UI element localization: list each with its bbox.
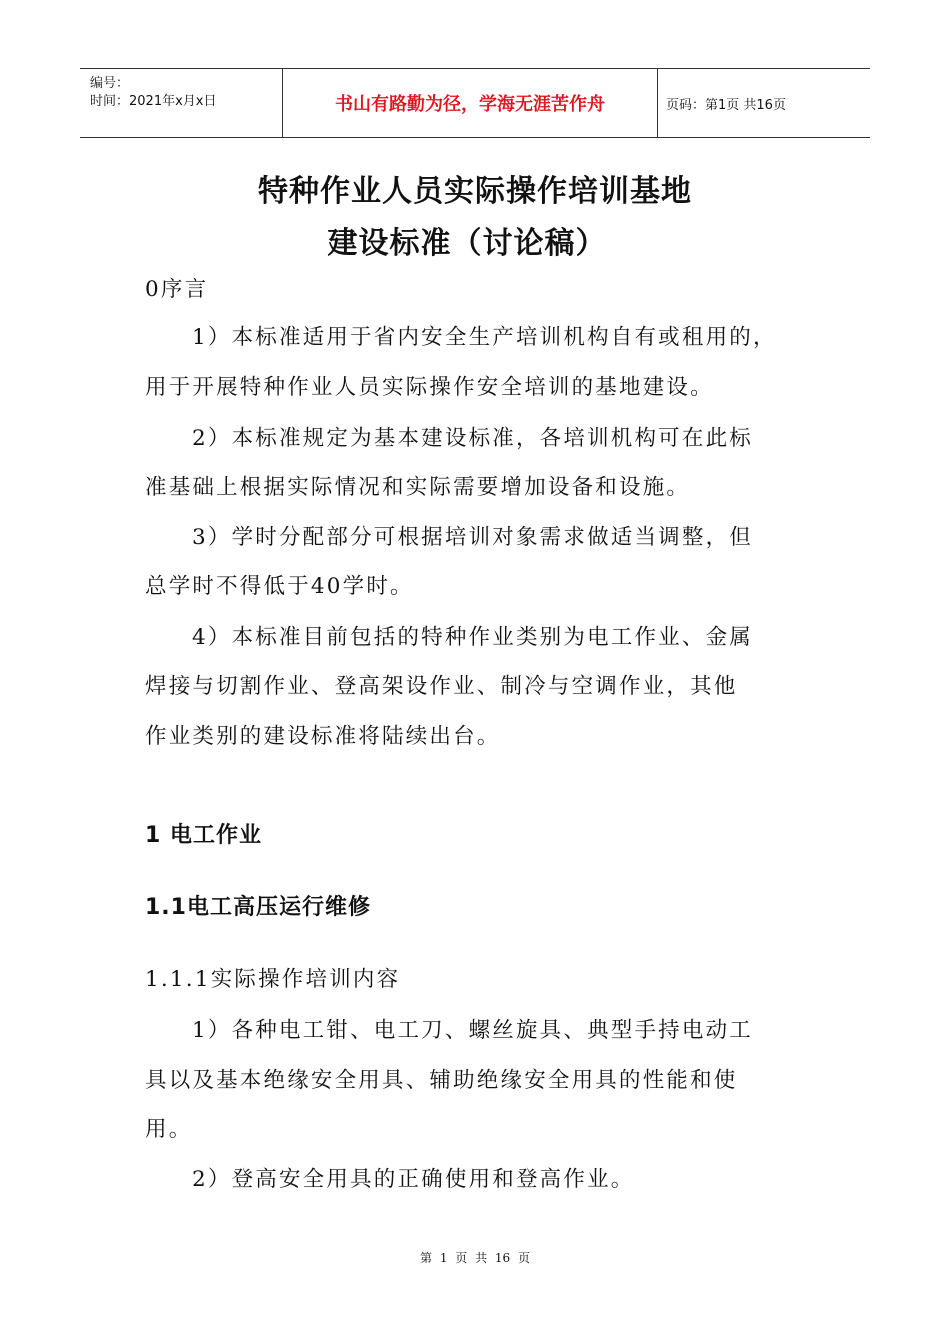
paragraph-line: 2）本标准规定为基本建设标准，各培训机构可在此标 (192, 426, 753, 451)
section-heading: 1 电工作业 (145, 823, 262, 848)
document-header (80, 68, 870, 138)
page-title-line2: 建设标准（讨论稿） (327, 226, 607, 261)
paragraph-line: 焊接与切割作业、登高架设作业、制冷与空调作业，其他 (145, 674, 738, 699)
number-label: 编号： (90, 76, 130, 91)
paragraph-line: 1）各种电工钳、电工刀、螺丝旋具、典型手持电动工 (192, 1018, 753, 1043)
paragraph-line: 2）登高安全用具的正确使用和登高作业。 (192, 1167, 635, 1192)
preface-heading: 0序言 (145, 277, 209, 302)
paragraph-line: 用。 (145, 1117, 193, 1142)
page-footer: 第 1 页 共 16 页 (420, 1251, 530, 1265)
header-page-info: 页码：第1页 共16页 (666, 97, 786, 113)
paragraph-line: 具以及基本绝缘安全用具、辅助绝缘安全用具的性能和使 (145, 1068, 738, 1093)
subsection-heading: 1.1电工高压运行维修 (145, 895, 371, 920)
paragraph-line: 总学时不得低于40学时。 (145, 574, 414, 599)
paragraph-line: 准基础上根据实际情况和实际需要增加设备和设施。 (145, 475, 691, 500)
header-left-cell (80, 69, 282, 137)
paragraph-line: 用于开展特种作业人员实际操作安全培训的基地建设。 (145, 375, 714, 400)
page-title-line1: 特种作业人员实际操作培训基地 (258, 174, 692, 209)
date-label: 时间：2021年x月x日 (90, 94, 217, 109)
paragraph-line: 作业类别的建设标准将陆续出台。 (145, 724, 501, 749)
subsubsection-heading: 1.1.1实际操作培训内容 (145, 967, 401, 992)
paragraph-line: 1）本标准适用于省内安全生产培训机构自有或租用的， (192, 325, 777, 350)
header-motto: 书山有路勤为径，学海无涯苦作舟 (282, 69, 658, 137)
paragraph-line: 4）本标准目前包括的特种作业类别为电工作业、金属 (192, 625, 753, 650)
paragraph-line: 3）学时分配部分可根据培训对象需求做适当调整，但 (192, 525, 753, 550)
